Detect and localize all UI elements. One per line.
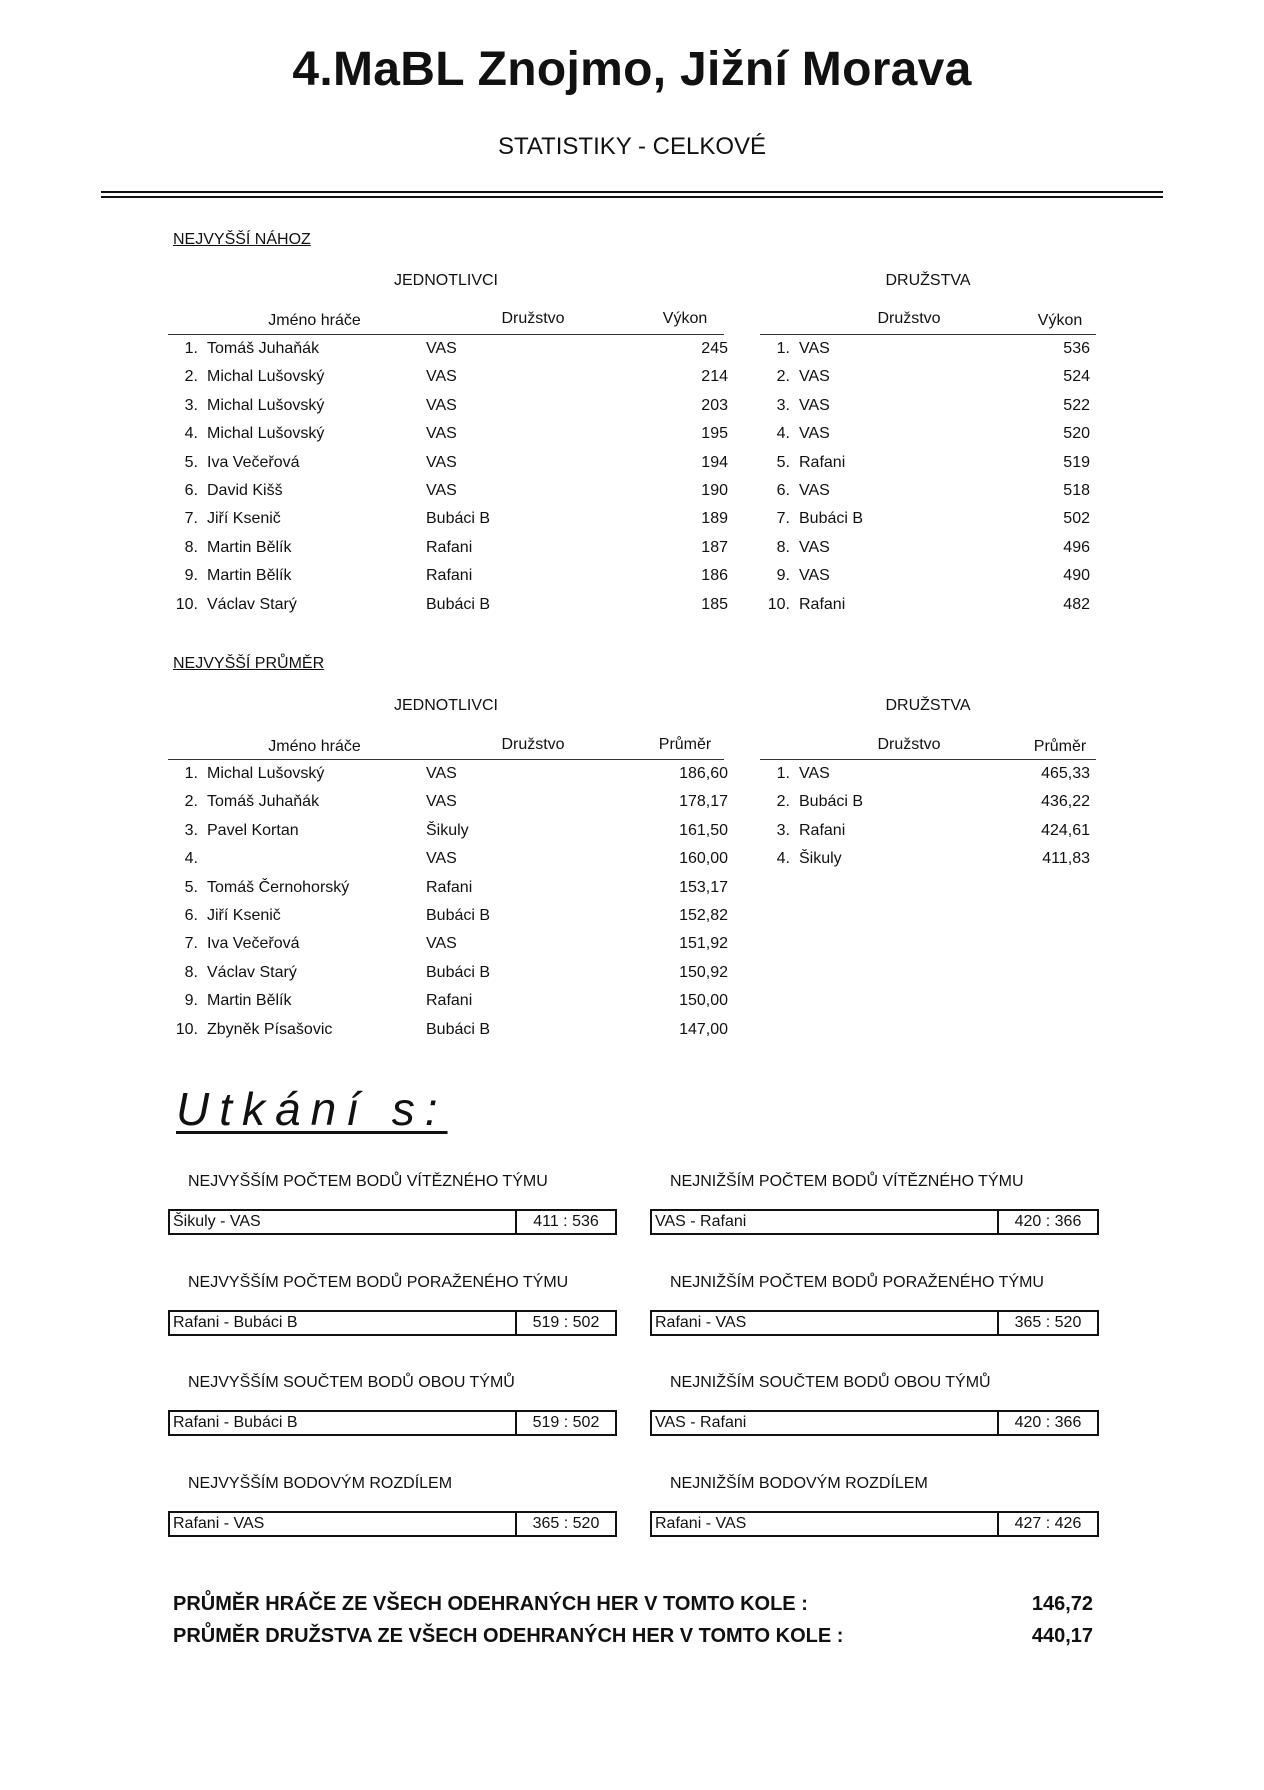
rank-cell: 3.	[776, 396, 790, 414]
team-cell: VAS	[799, 765, 830, 782]
rank-cell: 1.	[776, 765, 790, 782]
value-cell: 424,61	[1041, 821, 1090, 839]
player-name-cell: Tomáš Černohorský	[207, 878, 350, 896]
rank-cell: 4.	[184, 425, 198, 443]
col-head-player-name: Jméno hráče	[268, 312, 361, 329]
table-row	[168, 505, 728, 533]
rank-cell: 10.	[175, 1020, 198, 1038]
player-name-cell: Iva Večeřová	[207, 935, 300, 953]
value-cell: 436,22	[1041, 793, 1090, 811]
team-cell: Rafani	[426, 878, 473, 896]
player-name-cell: Jiří Ksenič	[207, 906, 281, 924]
match-category-label: NEJNIŽŠÍM POČTEM BODŮ VÍTĚZNÉHO TÝMU	[670, 1173, 1024, 1190]
table-row	[168, 449, 728, 477]
match-score: 365 : 520	[515, 1513, 615, 1535]
value-cell: 518	[1063, 481, 1090, 499]
player-name-cell: Martin Bělík	[207, 992, 292, 1010]
rank-cell: 10.	[767, 595, 790, 613]
rank-cell: 2.	[776, 368, 790, 386]
match-score: 420 : 366	[997, 1211, 1097, 1233]
rank-cell: 5.	[776, 453, 790, 471]
table-row	[760, 363, 1100, 391]
table-row	[168, 959, 728, 987]
table-row	[168, 788, 728, 816]
value-cell: 151,92	[679, 935, 728, 953]
col-head-team: Družstvo	[877, 736, 941, 753]
team-cell: VAS	[426, 481, 457, 499]
value-cell: 186	[701, 567, 728, 585]
match-score: 365 : 520	[997, 1312, 1097, 1334]
match-box	[650, 1511, 1099, 1537]
table-individuals-highest-average	[168, 760, 728, 1044]
table-row	[760, 534, 1100, 562]
value-cell: 160,00	[679, 850, 728, 868]
value-cell: 490	[1063, 567, 1090, 585]
value-cell: 194	[701, 453, 728, 471]
player-name-cell: Michal Lušovský	[207, 425, 325, 443]
table-teams-highest-average	[760, 760, 1100, 874]
rank-cell: 9.	[776, 567, 790, 585]
value-cell: 186,60	[679, 765, 728, 782]
section-label-highest-roll: NEJVYŠŠÍ NÁHOZ	[173, 231, 311, 248]
match-box	[168, 1209, 617, 1235]
match-teams: Šikuly - VAS	[173, 1213, 261, 1230]
rank-cell: 5.	[184, 878, 198, 896]
rank-cell: 7.	[184, 510, 198, 528]
value-cell: 189	[701, 510, 728, 528]
rank-cell: 7.	[776, 510, 790, 528]
team-cell: Rafani	[426, 992, 473, 1010]
team-cell: VAS	[426, 935, 457, 953]
table-teams-highest-roll	[760, 335, 1100, 619]
col-head-team: Družstvo	[501, 736, 565, 753]
player-average-value: 146,72	[1031, 1593, 1093, 1615]
team-cell: Bubáci B	[426, 906, 491, 924]
rank-cell: 10.	[175, 595, 198, 613]
match-category-label: NEJVYŠŠÍM BODOVÝM ROZDÍLEM	[188, 1475, 453, 1492]
team-cell: VAS	[426, 425, 457, 443]
value-cell: 185	[701, 595, 728, 613]
team-cell: VAS	[426, 793, 457, 811]
table-row	[168, 817, 728, 845]
team-cell: VAS	[426, 453, 457, 471]
header-divider-bottom	[101, 196, 1163, 198]
value-cell: 178,17	[679, 793, 728, 811]
individuals-label: JEDNOTLIVCI	[393, 272, 498, 289]
team-cell: Bubáci B	[426, 1020, 491, 1038]
rank-cell: 8.	[184, 963, 198, 981]
rank-cell: 9.	[184, 567, 198, 585]
player-name-cell: Václav Starý	[207, 963, 297, 981]
rank-cell: 3.	[184, 821, 198, 839]
value-cell: 203	[701, 396, 728, 414]
table-row	[760, 788, 1100, 816]
table-row	[168, 562, 728, 590]
table-row	[168, 902, 728, 930]
rank-cell: 9.	[184, 992, 198, 1010]
match-score: 427 : 426	[997, 1513, 1097, 1535]
rank-cell: 2.	[184, 368, 198, 386]
value-cell: 245	[701, 340, 728, 357]
match-category-label: NEJVYŠŠÍM POČTEM BODŮ PORAŽENÉHO TÝMU	[188, 1274, 569, 1291]
value-cell: 190	[701, 481, 728, 499]
player-name-cell: Jiří Ksenič	[207, 510, 281, 528]
value-cell: 496	[1063, 538, 1090, 556]
table-individuals-highest-roll	[168, 335, 728, 619]
page-title: 4.MaBL Znojmo, Jižní Morava	[292, 43, 972, 96]
team-cell: Bubáci B	[799, 793, 864, 811]
team-cell: VAS	[799, 567, 830, 585]
player-name-cell: Michal Lušovský	[207, 765, 325, 782]
table-row	[168, 335, 728, 363]
match-category-label: NEJNIŽŠÍM POČTEM BODŮ PORAŽENÉHO TÝMU	[670, 1274, 1044, 1291]
value-cell: 520	[1063, 425, 1090, 443]
player-name-cell: Pavel Kortan	[207, 821, 299, 839]
table-row	[760, 760, 1100, 788]
value-cell: 153,17	[679, 878, 728, 896]
rank-cell: 6.	[776, 481, 790, 499]
player-name-cell: Michal Lušovský	[207, 368, 325, 386]
matches-heading: Utkání s:	[176, 1083, 448, 1135]
team-average-value: 440,17	[1031, 1625, 1093, 1647]
table-row	[760, 477, 1100, 505]
table-row	[760, 392, 1100, 420]
player-name-cell: Martin Bělík	[207, 567, 292, 585]
value-cell: 161,50	[679, 821, 728, 839]
match-box	[168, 1511, 617, 1537]
value-cell: 195	[701, 425, 728, 443]
col-head-value: Průměr	[1033, 738, 1087, 755]
value-cell: 519	[1063, 453, 1090, 471]
table-row	[760, 591, 1100, 619]
team-cell: VAS	[799, 396, 830, 414]
team-cell: Rafani	[799, 821, 846, 839]
col-head-player-name: Jméno hráče	[268, 738, 361, 755]
match-teams: Rafani - VAS	[173, 1515, 265, 1532]
rank-cell: 6.	[184, 481, 198, 499]
value-cell: 524	[1063, 368, 1090, 386]
match-box	[168, 1310, 617, 1336]
match-score: 411 : 536	[515, 1211, 615, 1233]
team-cell: VAS	[426, 368, 457, 386]
table-row	[168, 845, 728, 873]
match-category-label: NEJVYŠŠÍM SOUČTEM BODŮ OBOU TÝMŮ	[188, 1374, 515, 1391]
match-box	[650, 1310, 1099, 1336]
section-label-highest-average: NEJVYŠŠÍ PRŮMĚR	[173, 655, 325, 672]
value-cell: 536	[1063, 340, 1090, 357]
match-teams: Rafani - VAS	[655, 1314, 747, 1331]
match-category-label: NEJNIŽŠÍM BODOVÝM ROZDÍLEM	[670, 1475, 928, 1492]
match-score: 519 : 502	[515, 1412, 615, 1434]
match-teams: VAS - Rafani	[655, 1213, 747, 1230]
header-divider-top	[101, 191, 1163, 193]
player-name-cell: David Kišš	[207, 481, 283, 499]
col-head-team: Družstvo	[501, 310, 565, 327]
team-cell: VAS	[426, 396, 457, 414]
player-name-cell: Tomáš Juhaňák	[207, 340, 320, 357]
teams-label: DRUŽSTVA	[885, 697, 971, 714]
table-row	[760, 505, 1100, 533]
rank-cell: 3.	[776, 821, 790, 839]
team-cell: Bubáci B	[426, 510, 491, 528]
team-cell: Bubáci B	[426, 595, 491, 613]
team-cell: VAS	[799, 368, 830, 386]
table-row	[168, 591, 728, 619]
rank-cell: 5.	[184, 453, 198, 471]
team-cell: Bubáci B	[799, 510, 864, 528]
page-subtitle: STATISTIKY - CELKOVÉ	[497, 133, 767, 160]
rank-cell: 6.	[184, 906, 198, 924]
match-score: 519 : 502	[515, 1312, 615, 1334]
rank-cell: 2.	[184, 793, 198, 811]
rank-cell: 1.	[184, 340, 198, 357]
team-cell: VAS	[426, 765, 457, 782]
teams-label: DRUŽSTVA	[885, 272, 971, 289]
match-box	[650, 1209, 1099, 1235]
table-row	[168, 987, 728, 1015]
value-cell: 152,82	[679, 906, 728, 924]
rank-cell: 8.	[184, 538, 198, 556]
team-cell: Bubáci B	[426, 963, 491, 981]
match-score: 420 : 366	[997, 1412, 1097, 1434]
team-cell: VAS	[799, 481, 830, 499]
table-row	[168, 363, 728, 391]
table-row	[760, 335, 1100, 363]
rank-cell: 4.	[776, 425, 790, 443]
table-row	[168, 420, 728, 448]
team-cell: Rafani	[426, 567, 473, 585]
col-head-team: Družstvo	[877, 310, 941, 327]
table-row	[168, 477, 728, 505]
value-cell: 147,00	[679, 1020, 728, 1038]
rank-cell: 1.	[776, 340, 790, 357]
team-cell: VAS	[426, 850, 457, 868]
value-cell: 150,00	[679, 992, 728, 1010]
table-row	[168, 534, 728, 562]
table-row	[760, 817, 1100, 845]
rank-cell: 4.	[776, 850, 790, 868]
rank-cell: 2.	[776, 793, 790, 811]
player-name-cell: Michal Lušovský	[207, 396, 325, 414]
player-name-cell: Václav Starý	[207, 595, 297, 613]
team-cell: Rafani	[799, 595, 846, 613]
team-cell: Šikuly	[426, 821, 469, 839]
rank-cell: 4.	[184, 850, 198, 868]
team-average-label: PRŮMĚR DRUŽSTVA ZE VŠECH ODEHRANÝCH HER V TOMTO KOLE :	[173, 1625, 844, 1647]
table-row	[760, 420, 1100, 448]
rank-cell: 3.	[184, 396, 198, 414]
team-cell: VAS	[799, 340, 830, 357]
table-row	[168, 760, 728, 788]
team-cell: VAS	[799, 538, 830, 556]
player-name-cell: Martin Bělík	[207, 538, 292, 556]
match-teams: Rafani - Bubáci B	[173, 1414, 298, 1431]
value-cell: 214	[701, 368, 728, 386]
team-cell: VAS	[426, 340, 457, 357]
player-name-cell: Zbyněk Písašovic	[207, 1020, 333, 1038]
rank-cell: 1.	[184, 765, 198, 782]
player-name-cell: Iva Večeřová	[207, 453, 300, 471]
value-cell: 411,83	[1042, 850, 1090, 868]
team-cell: VAS	[799, 425, 830, 443]
team-cell: Šikuly	[799, 850, 842, 868]
col-head-value: Výkon	[662, 310, 708, 327]
value-cell: 187	[701, 538, 728, 556]
value-cell: 150,92	[679, 963, 728, 981]
match-box	[650, 1410, 1099, 1436]
table-row	[168, 930, 728, 958]
value-cell: 502	[1063, 510, 1090, 528]
match-category-label: NEJNIŽŠÍM SOUČTEM BODŮ OBOU TÝMŮ	[670, 1374, 991, 1391]
match-teams: Rafani - Bubáci B	[173, 1314, 298, 1331]
match-teams: Rafani - VAS	[655, 1515, 747, 1532]
match-box	[168, 1410, 617, 1436]
match-category-label: NEJVYŠŠÍM POČTEM BODŮ VÍTĚZNÉHO TÝMU	[188, 1173, 548, 1190]
individuals-label: JEDNOTLIVCI	[393, 697, 498, 714]
table-row	[168, 1016, 728, 1044]
table-row	[760, 845, 1100, 873]
col-head-value: Výkon	[1037, 312, 1083, 329]
player-average-label: PRŮMĚR HRÁČE ZE VŠECH ODEHRANÝCH HER V TOMTO KOLE :	[173, 1593, 808, 1615]
team-cell: Rafani	[799, 453, 846, 471]
rank-cell: 7.	[184, 935, 198, 953]
player-name-cell: Tomáš Juhaňák	[207, 793, 320, 811]
value-cell: 465,33	[1041, 765, 1090, 782]
value-cell: 522	[1063, 396, 1090, 414]
match-teams: VAS - Rafani	[655, 1414, 747, 1431]
value-cell: 482	[1063, 595, 1090, 613]
col-head-value: Průměr	[658, 736, 712, 753]
table-row	[760, 562, 1100, 590]
table-row	[760, 449, 1100, 477]
team-cell: Rafani	[426, 538, 473, 556]
table-row	[168, 874, 728, 902]
rank-cell: 8.	[776, 538, 790, 556]
table-row	[168, 392, 728, 420]
